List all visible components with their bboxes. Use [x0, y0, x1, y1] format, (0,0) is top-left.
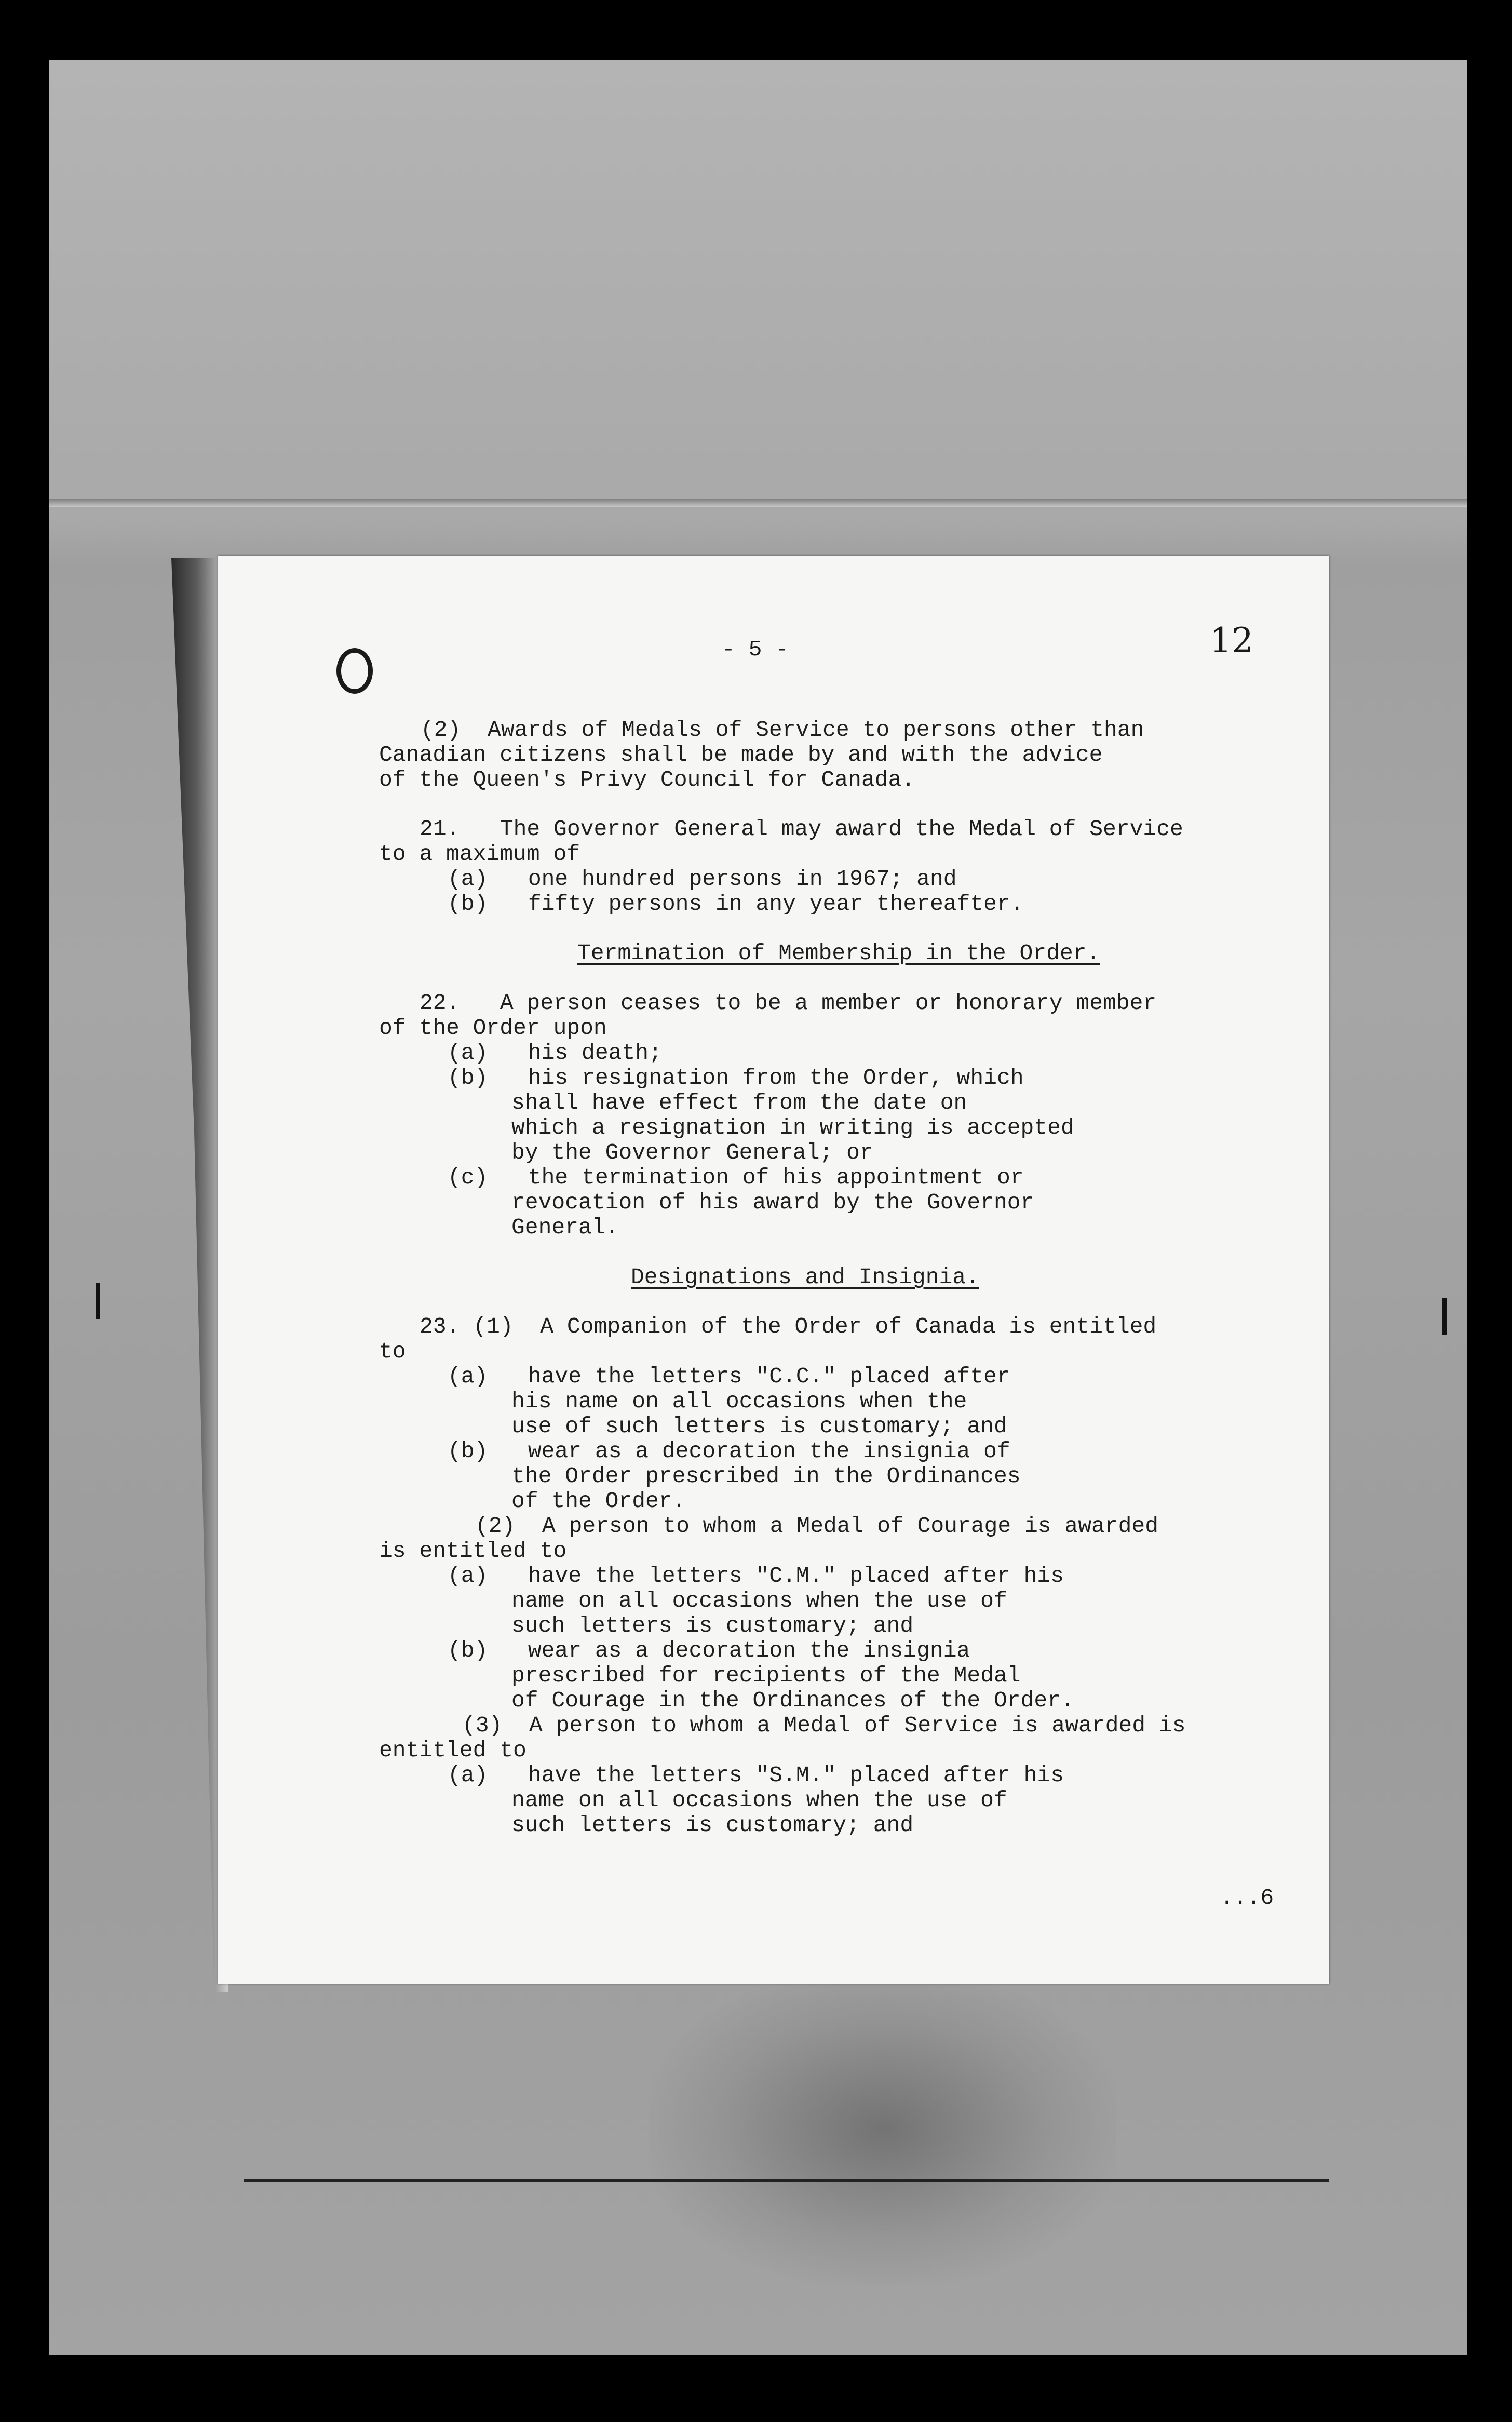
s20-2-line-1: (2) Awards of Medals of Service to persons other than: [421, 717, 1144, 743]
s20-2-line-2: Canadian citizens shall be made by and with the advice: [379, 742, 1103, 768]
s23-1-line-2: to: [379, 1339, 406, 1364]
s23-2-item-a-cont-2: such letters is customary; and: [511, 1613, 914, 1638]
punch-hole-icon: [336, 648, 373, 694]
s23-2-item-a: (a) have the letters "C.M." placed after his: [448, 1563, 1064, 1589]
folio-number: 12: [1210, 621, 1253, 661]
s23-1-item-a: (a) have the letters "C.C." placed after: [448, 1364, 1010, 1389]
continuation-marker: ...6: [1220, 1885, 1274, 1910]
s23-1-item-b: (b) wear as a decoration the insignia of: [448, 1438, 1010, 1464]
s22-item-b: (b) his resignation from the Order, which: [448, 1065, 1024, 1091]
s22-line-1: 22. A person ceases to be a member or honorary member: [420, 990, 1157, 1016]
s23-3-line-2: entitled to: [379, 1738, 526, 1763]
left-margin-mark: [96, 1283, 100, 1319]
s22-line-2: of the Order upon: [379, 1015, 607, 1041]
s21-line-1: 21. The Governor General may award the Medal of Service: [420, 816, 1183, 842]
s22-item-c-cont-1: revocation of his award by the Governor: [511, 1190, 1034, 1215]
s21-item-a: (a) one hundred persons in 1967; and: [448, 866, 957, 892]
s23-1-item-a-cont-1: his name on all occasions when the: [511, 1389, 967, 1414]
s20-2-line-3: of the Queen's Privy Council for Canada.: [379, 767, 915, 792]
heading-termination: Termination of Membership in the Order.: [577, 940, 1100, 966]
s21-item-b: (b) fifty persons in any year thereafter.: [448, 891, 1024, 917]
s22-item-c: (c) the termination of his appointment or: [448, 1165, 1024, 1190]
background-smudge: [649, 1973, 1116, 2285]
s23-3-item-a: (a) have the letters "S.M." placed after his: [448, 1762, 1064, 1788]
s22-item-b-cont-3: by the Governor General; or: [511, 1140, 873, 1165]
background-fold-line: [49, 499, 1467, 507]
s23-2-line-2: is entitled to: [379, 1538, 567, 1564]
s23-3-item-a-cont-2: such letters is customary; and: [511, 1812, 914, 1838]
s21-line-2: to a maximum of: [379, 841, 580, 867]
s23-2-item-b: (b) wear as a decoration the insignia: [448, 1638, 970, 1663]
s22-item-b-cont-2: which a resignation in writing is accepted: [511, 1115, 1074, 1140]
s23-2-item-b-cont-2: of Courage in the Ordinances of the Order.: [511, 1688, 1074, 1713]
heading-designations: Designations and Insignia.: [631, 1264, 979, 1290]
s23-1-item-b-cont-1: the Order prescribed in the Ordinances: [511, 1463, 1021, 1489]
s22-item-c-cont-2: General.: [511, 1215, 619, 1240]
s23-3-item-a-cont-1: name on all occasions when the use of: [511, 1787, 1007, 1813]
bottom-rule: [244, 2179, 1329, 2182]
s23-1-item-a-cont-2: use of such letters is customary; and: [511, 1414, 1007, 1439]
s22-item-a: (a) his death;: [448, 1040, 662, 1066]
s23-1-line-1: 23. (1) A Companion of the Order of Canada is entitled: [420, 1314, 1157, 1339]
page-number: - 5 -: [722, 637, 789, 662]
right-margin-mark: [1442, 1298, 1447, 1335]
s23-2-line-1: (2) A person to whom a Medal of Courage is awarded: [475, 1513, 1159, 1539]
s23-2-item-a-cont-1: name on all occasions when the use of: [511, 1588, 1007, 1613]
s23-1-item-b-cont-2: of the Order.: [511, 1488, 686, 1514]
s23-2-item-b-cont-1: prescribed for recipients of the Medal: [511, 1663, 1021, 1688]
s23-3-line-1: (3) A person to whom a Medal of Service is awarded is: [462, 1713, 1186, 1738]
s22-item-b-cont-1: shall have effect from the date on: [511, 1090, 967, 1115]
